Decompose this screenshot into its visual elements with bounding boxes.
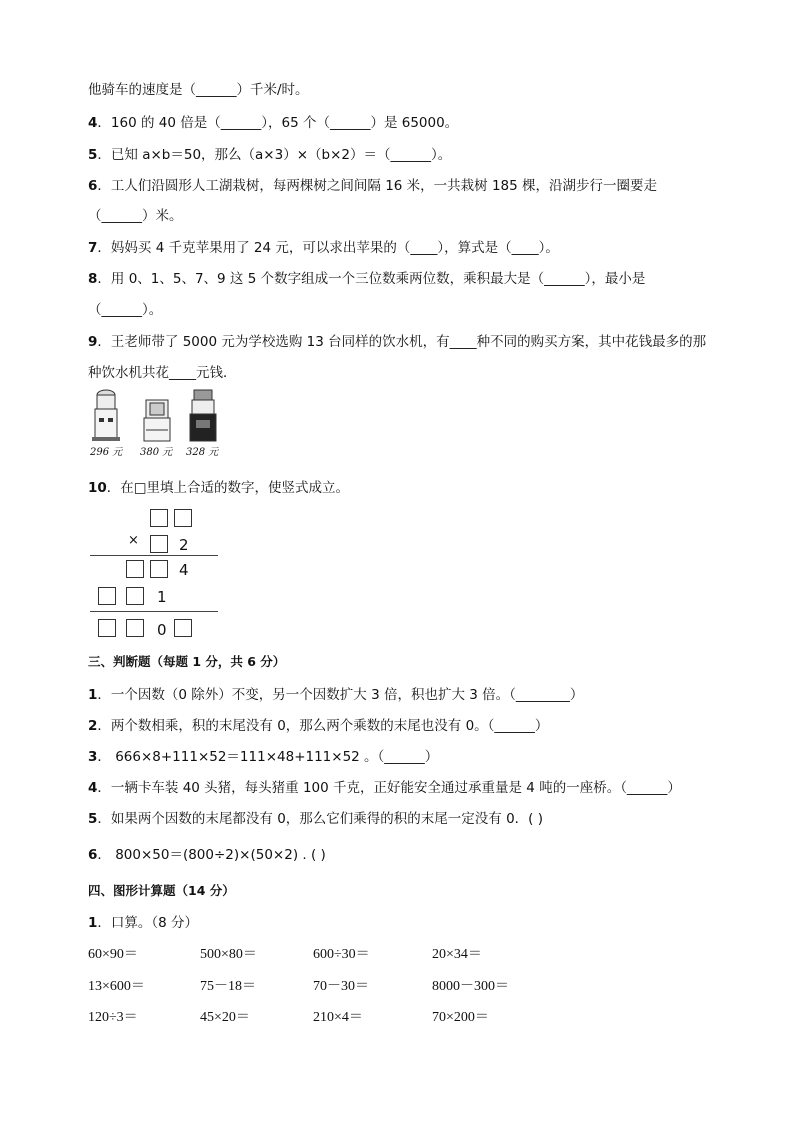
- q7-text: ．妈妈买 4 千克苹果用了 24 元，可以求出苹果的（____），算式是（____）。: [97, 240, 559, 256]
- judge-2-number: 2: [88, 718, 98, 734]
- q3-text: 他骑车的速度是（______）千米/时。: [88, 82, 309, 98]
- judge-1: [88, 685, 583, 705]
- q6: [88, 176, 657, 196]
- q8-text-2: （______）。: [88, 302, 163, 318]
- judge-6-text: ． 800×50＝(800÷2)×(50×2) . ( ): [97, 847, 326, 863]
- q5-number: 5: [88, 147, 98, 163]
- dispenser-1-icon: [92, 390, 120, 441]
- calc-item: 20×34＝: [432, 947, 482, 962]
- judge-5-text: ．如果两个因数的末尾都没有 0，那么它们乘得的积的末尾一定没有 0．( ): [97, 811, 543, 827]
- judge-2: [88, 716, 548, 736]
- calc-item: 70×200＝: [432, 1010, 489, 1025]
- q6-text-2: （______）米。: [88, 208, 183, 224]
- q7-number: 7: [88, 240, 98, 256]
- digit-box[interactable]: [150, 560, 168, 578]
- q10: [88, 478, 349, 498]
- digit-box[interactable]: [126, 560, 144, 578]
- digit-0: 0: [157, 621, 167, 639]
- judge-3-text: ． 666×8+111×52＝111×48+111×52 。（______）: [97, 749, 439, 765]
- digit-box[interactable]: [150, 509, 168, 527]
- q7: [88, 238, 559, 258]
- calc-item: 60×90＝: [88, 947, 138, 962]
- times-sign: ×: [128, 533, 139, 548]
- section-4-title: 四、图形计算题（14 分）: [88, 883, 235, 898]
- dispenser-3-price: 328 元: [186, 447, 219, 458]
- q3-continued: [88, 80, 309, 100]
- dispenser-3-icon: [190, 390, 216, 441]
- q8-number: 8: [88, 271, 98, 287]
- mental-math-number: 1: [88, 915, 98, 931]
- rule-1: [90, 555, 218, 556]
- digit-4: 4: [179, 561, 189, 579]
- q8: [88, 269, 645, 289]
- judge-3-number: 3: [88, 749, 98, 765]
- digit-box[interactable]: [126, 619, 144, 637]
- calc-item: 13×600＝: [88, 979, 145, 994]
- judge-5: [88, 809, 543, 829]
- digit-box[interactable]: [126, 587, 144, 605]
- digit-box[interactable]: [98, 619, 116, 637]
- q8-text: ．用 0、1、5、7、9 这 5 个数字组成一个三位数乘两位数，乘积最大是（______），最小是: [97, 271, 646, 287]
- q4-text: ．160 的 40 倍是（______），65 个（______）是 65000。: [97, 115, 459, 131]
- judge-6-number: 6: [88, 847, 98, 863]
- q9-number: 9: [88, 334, 98, 350]
- digit-box[interactable]: [150, 535, 168, 553]
- q5: [88, 145, 451, 165]
- judge-4-number: 4: [88, 780, 98, 796]
- calc-item: 500×80＝: [200, 947, 257, 962]
- digit-box[interactable]: [98, 587, 116, 605]
- calc-item: 210×4＝: [313, 1010, 363, 1025]
- dispenser-1-price: 296 元: [90, 447, 123, 458]
- judge-1-number: 1: [88, 687, 98, 703]
- digit-1: 1: [157, 588, 167, 606]
- q9-continued: [88, 363, 237, 383]
- mental-math-heading: [88, 913, 198, 933]
- dispenser-2-price: 380 元: [140, 447, 173, 458]
- calc-item: 120÷3＝: [88, 1010, 138, 1025]
- q10-text: ．在□里填上合适的数字，使竖式成立。: [106, 480, 350, 496]
- calc-item: 8000－300＝: [432, 979, 509, 994]
- calc-item: 70－30＝: [313, 979, 369, 994]
- q9: [88, 332, 706, 352]
- vertical-multiplication: [84, 505, 224, 645]
- q6-text: ．工人们沿圆形人工湖栽树，每两棵树之间间隔 16 米，一共栽树 185 棵，沿湖步行一圈要走: [97, 178, 658, 194]
- judge-6: [88, 845, 326, 865]
- q6-number: 6: [88, 178, 98, 194]
- judge-4: [88, 778, 681, 798]
- q4-number: 4: [88, 115, 98, 131]
- judge-3: [88, 747, 438, 767]
- digit-2: 2: [179, 536, 189, 554]
- q9-text: ．王老师带了 5000 元为学校选购 13 台同样的饮水机，有____种不同的购买方案，其中花钱最多的那: [97, 334, 707, 350]
- q8-continued: [88, 300, 162, 320]
- q4: [88, 113, 458, 133]
- calc-item: 45×20＝: [200, 1010, 250, 1025]
- digit-box[interactable]: [174, 509, 192, 527]
- judge-5-number: 5: [88, 811, 98, 827]
- section-3-title: 三、判断题（每题 1 分，共 6 分）: [88, 654, 286, 669]
- judge-1-text: ．一个因数（0 除外）不变，另一个因数扩大 3 倍，积也扩大 3 倍。（________）: [97, 687, 584, 703]
- rule-2: [90, 611, 218, 612]
- judge-4-text: ．一辆卡车装 40 头猪，每头猪重 100 千克，正好能安全通过承重量是 4 吨的一座桥。（______）: [97, 780, 681, 796]
- calc-item: 600÷30＝: [313, 947, 370, 962]
- q6-continued: [88, 206, 183, 226]
- water-dispenser-figure: [88, 388, 238, 458]
- q10-number: 10: [88, 480, 107, 496]
- q9-text-2: 种饮水机共花____元钱．: [88, 365, 237, 381]
- q5-text: ．已知 a×b＝50，那么（a×3）×（b×2）＝（______）。: [97, 147, 452, 163]
- digit-box[interactable]: [174, 619, 192, 637]
- mental-math-text: ．口算。（8 分）: [97, 915, 199, 931]
- judge-2-text: ．两个数相乘，积的末尾没有 0，那么两个乘数的末尾也没有 0。（______）: [97, 718, 549, 734]
- dispenser-2-icon: [144, 400, 170, 441]
- calc-item: 75－18＝: [200, 979, 256, 994]
